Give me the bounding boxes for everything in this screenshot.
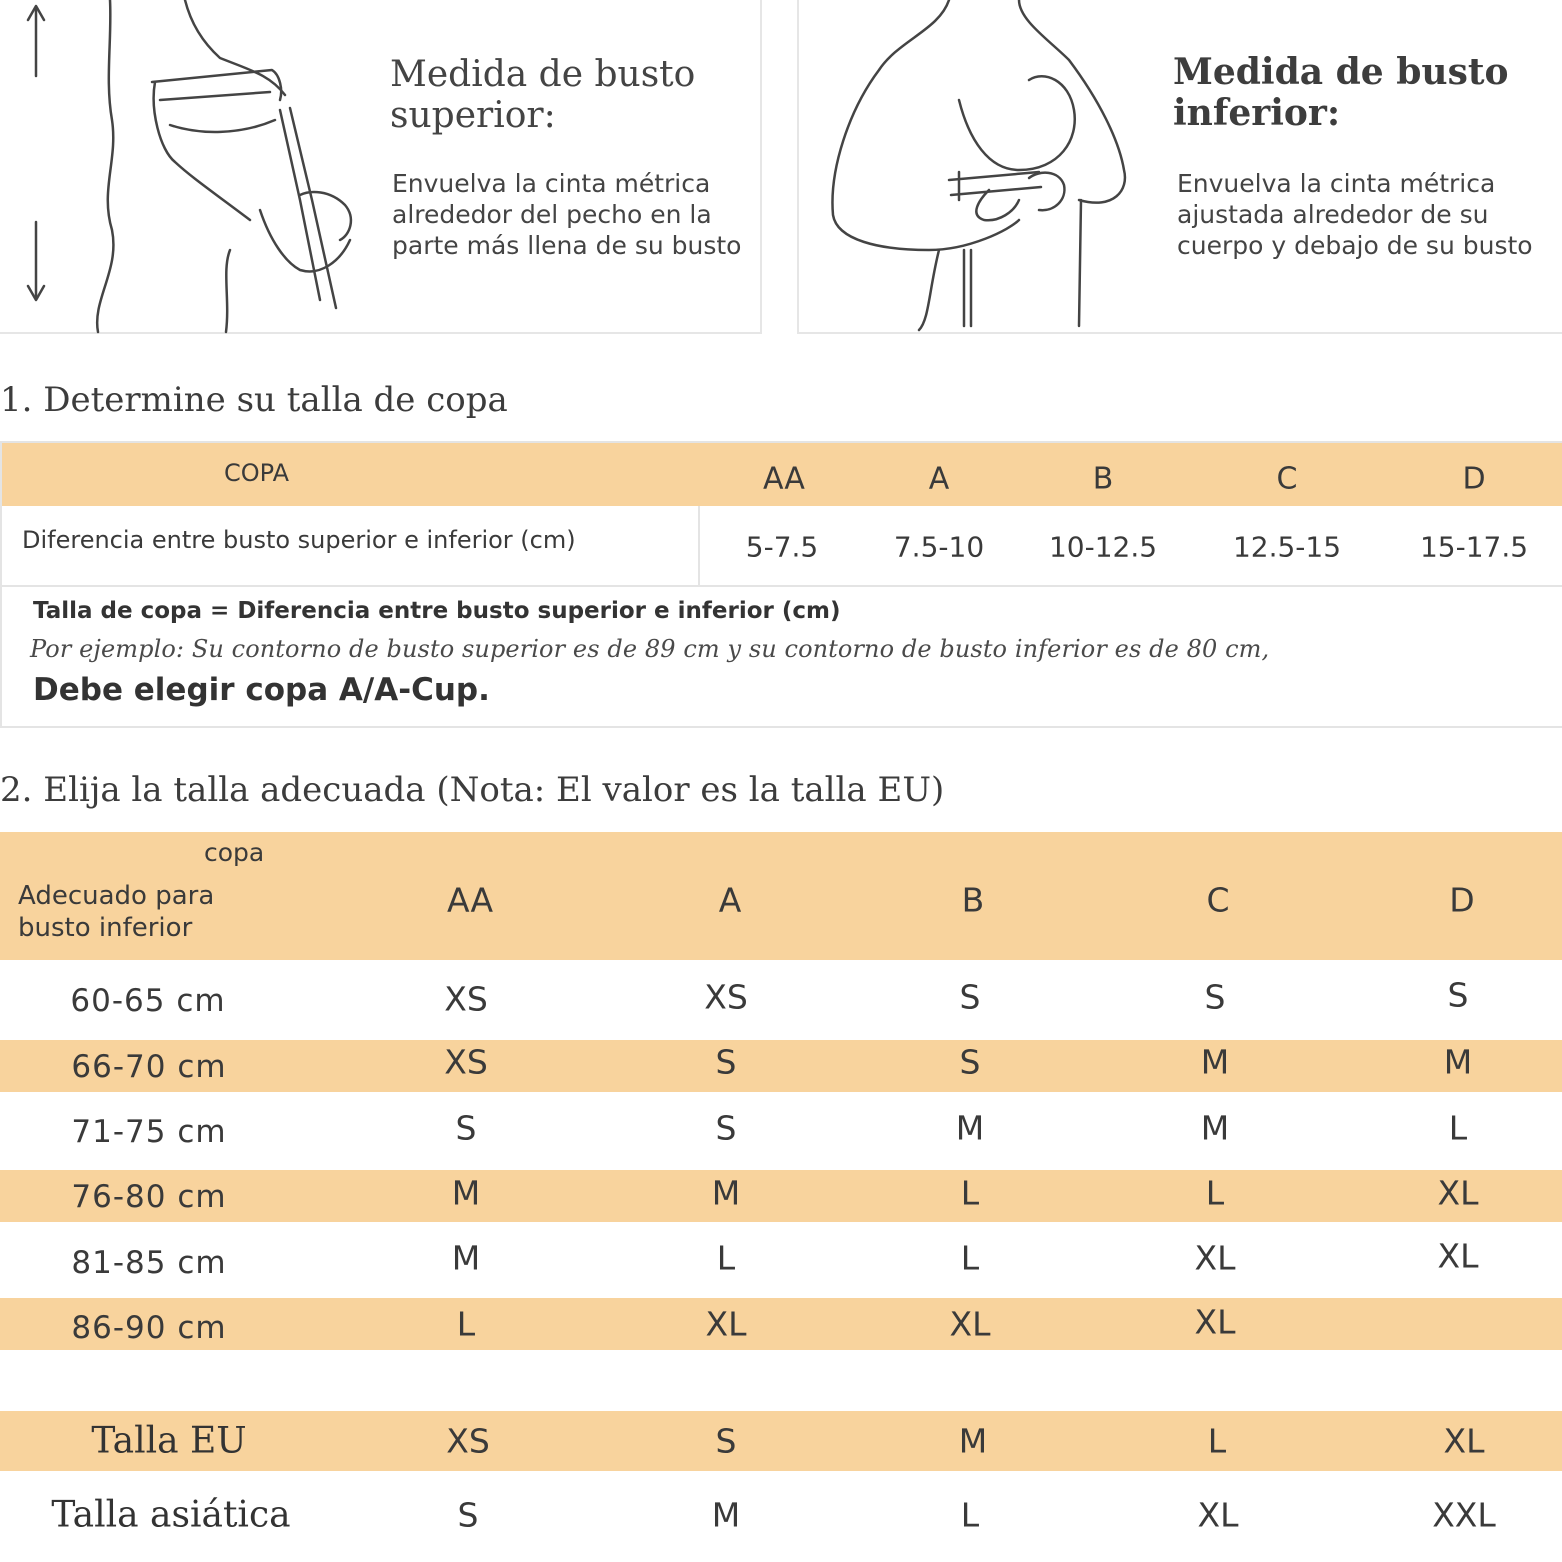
lower-bust-measure-illustration xyxy=(819,0,1159,334)
asian-size-cell: XXL xyxy=(1432,1495,1496,1535)
size-cell: XS xyxy=(704,977,748,1017)
upper-bust-panel xyxy=(0,0,762,334)
size-header-cell: A xyxy=(718,880,742,920)
lower-bust-instructions xyxy=(1177,168,1533,261)
size-corner-line: busto inferior xyxy=(18,913,193,943)
size-cell: L xyxy=(716,1238,736,1278)
cup-header-cell: D xyxy=(1462,461,1486,497)
size-cell: M xyxy=(955,1108,985,1148)
size-cell: M xyxy=(1443,1042,1473,1082)
asian-size-cell: S xyxy=(457,1495,479,1535)
size-cell: S xyxy=(715,1108,737,1148)
lower-bust-instruction-line: Envuelva la cinta métrica xyxy=(1177,169,1496,198)
underbust-range: 71-75 cm xyxy=(71,1114,227,1150)
cup-conclusion: Debe elegir copa A/A-Cup. xyxy=(33,672,490,708)
cup-header-cell: AA xyxy=(763,461,805,497)
size-cell: M xyxy=(711,1173,741,1213)
upper-bust-title-line: superior: xyxy=(390,95,556,136)
size-row-band xyxy=(0,1040,1562,1092)
size-cell: L xyxy=(960,1173,980,1213)
upper-bust-instruction-line: Envuelva la cinta métrica xyxy=(392,169,711,198)
size-cell: M xyxy=(451,1238,481,1278)
size-corner-line: Adecuado para xyxy=(18,881,215,911)
upper-bust-instruction-line: alrededor del pecho en la xyxy=(392,200,712,229)
size-cell: S xyxy=(715,1042,737,1082)
upper-bust-title xyxy=(390,54,695,136)
size-cell: L xyxy=(1205,1173,1225,1213)
upper-bust-measure-illustration xyxy=(0,0,380,334)
cup-table-header xyxy=(2,443,1562,506)
asian-size-cell: L xyxy=(960,1495,980,1535)
size-cell: M xyxy=(451,1173,481,1213)
upper-bust-title-line: Medida de busto xyxy=(390,54,696,95)
eu-size-label: Talla EU xyxy=(91,1420,247,1462)
asian-size-label: Talla asiática xyxy=(51,1494,291,1536)
size-chart-heading: 2. Elija la talla adecuada (Nota: El valor es la talla EU) xyxy=(0,770,945,810)
lower-bust-instruction-line: cuerpo y debajo de su busto xyxy=(1177,231,1533,260)
difference-cell: 7.5-10 xyxy=(893,530,985,564)
size-cell: M xyxy=(1200,1108,1230,1148)
difference-cell: 5-7.5 xyxy=(745,530,819,564)
eu-size-cell: L xyxy=(1207,1421,1227,1461)
cup-table-divider xyxy=(698,506,700,587)
difference-cell: 15-17.5 xyxy=(1419,530,1529,564)
difference-cell: 12.5-15 xyxy=(1232,530,1342,564)
size-cell: S xyxy=(959,977,981,1017)
cup-example: Por ejemplo: Su contorno de busto superior es de 89 cm y su contorno de busto inferior es de 80 cm, xyxy=(30,635,1270,663)
upper-bust-instruction-line: parte más llena de su busto xyxy=(392,231,742,260)
lower-bust-panel xyxy=(797,0,1562,334)
size-cell: S xyxy=(455,1108,477,1148)
size-cell: XS xyxy=(444,1042,488,1082)
underbust-range: 86-90 cm xyxy=(71,1310,227,1346)
size-header-cell: C xyxy=(1206,880,1230,920)
size-row-band xyxy=(0,1298,1562,1350)
lower-bust-title-line: Medida de busto xyxy=(1173,51,1509,93)
underbust-range: 76-80 cm xyxy=(71,1179,227,1215)
cup-difference-row xyxy=(2,506,1562,587)
difference-cell: 10-12.5 xyxy=(1048,530,1158,564)
size-cell: M xyxy=(1200,1042,1230,1082)
size-cell: S xyxy=(959,1042,981,1082)
eu-size-cell: M xyxy=(958,1421,988,1461)
eu-size-cell: XL xyxy=(1443,1421,1485,1461)
cup-size-table xyxy=(0,441,1562,728)
underbust-range: 66-70 cm xyxy=(71,1049,227,1085)
size-row-band xyxy=(0,1170,1562,1222)
size-header-cell: B xyxy=(961,880,985,920)
size-cell: L xyxy=(960,1238,980,1278)
cup-formula: Talla de copa = Diferencia entre busto superior e inferior (cm) xyxy=(33,598,841,624)
size-header-cell: D xyxy=(1449,880,1475,920)
upper-bust-instructions xyxy=(392,168,741,261)
size-corner-cup-label: copa xyxy=(204,838,265,867)
size-cell: XL xyxy=(1194,1302,1236,1342)
size-cell: S xyxy=(1204,977,1226,1017)
size-header-cell: AA xyxy=(446,880,494,920)
eu-size-cell: S xyxy=(715,1421,737,1461)
size-cell: XL xyxy=(949,1304,991,1344)
lower-bust-title-line: inferior: xyxy=(1173,92,1341,134)
size-corner-underbust-label xyxy=(18,880,214,944)
size-cell: XL xyxy=(1437,1236,1479,1276)
lower-bust-title xyxy=(1173,52,1509,134)
size-cell: S xyxy=(1447,975,1469,1015)
size-cell: XL xyxy=(1437,1173,1479,1213)
cup-header-cell: C xyxy=(1276,461,1298,497)
cup-header-cell: A xyxy=(928,461,950,497)
underbust-range: 81-85 cm xyxy=(71,1245,227,1281)
difference-row-label: Diferencia entre busto superior e inferior (cm) xyxy=(22,526,576,554)
lower-bust-instruction-line: ajustada alrededor de su xyxy=(1177,200,1489,229)
underbust-range: 60-65 cm xyxy=(70,983,226,1019)
size-cell: XS xyxy=(444,979,488,1019)
cup-header-label: COPA xyxy=(224,459,290,487)
eu-size-cell: XS xyxy=(446,1421,490,1461)
asian-size-cell: XL xyxy=(1197,1495,1239,1535)
size-cell: XL xyxy=(1194,1238,1236,1278)
size-cell: L xyxy=(1448,1108,1468,1148)
size-cell: L xyxy=(456,1304,476,1344)
cup-size-heading: 1. Determine su talla de copa xyxy=(0,380,508,420)
cup-header-cell: B xyxy=(1092,461,1114,497)
size-cell: XL xyxy=(705,1304,747,1344)
asian-size-cell: M xyxy=(711,1495,741,1535)
